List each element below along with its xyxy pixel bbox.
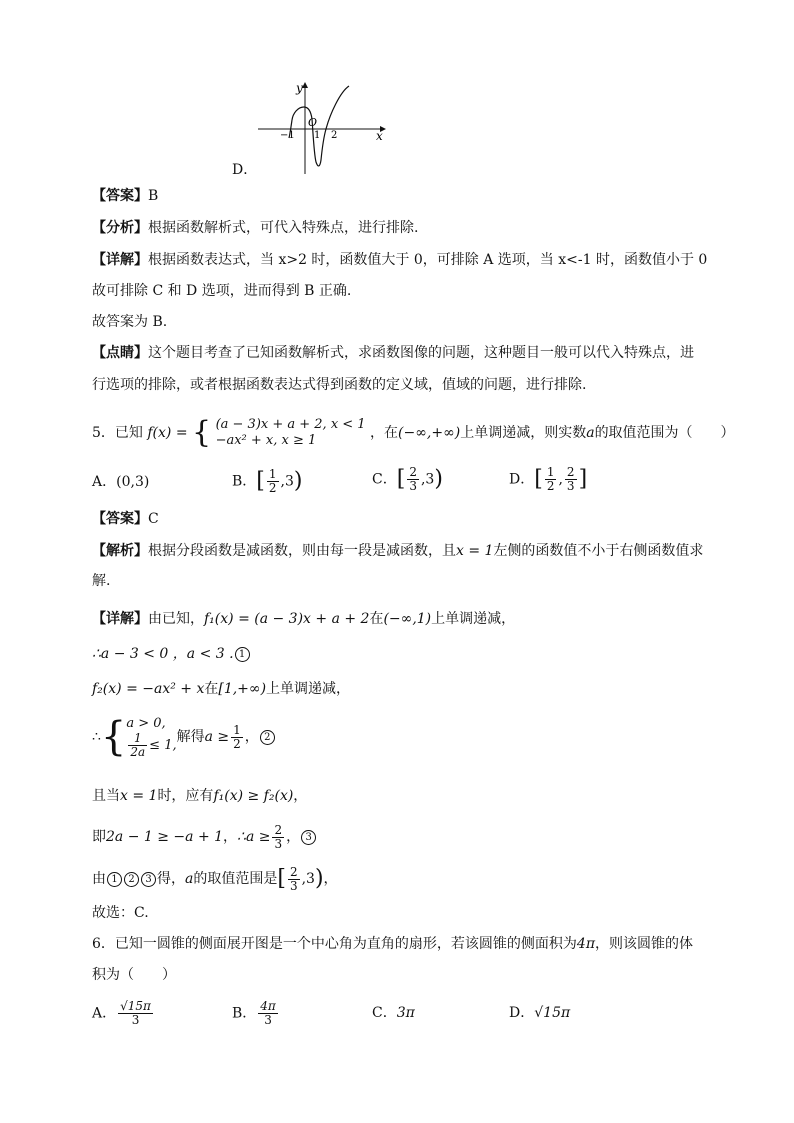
q4-detail-line-1 [92, 250, 707, 270]
q5-opt-a-label: A． [92, 474, 117, 490]
q5-d6-b: 2a − 1 ≥ −a + 1 [106, 829, 224, 845]
circled-3-icon-b: 3 [141, 872, 156, 887]
q5-d3-c: [1,+∞) [218, 681, 267, 697]
brace-icon-2: { [100, 714, 127, 760]
q6-stem-1 [92, 934, 693, 954]
therefore-icon: ∴ [92, 729, 101, 745]
comment-tag: 【点睛】 [92, 345, 148, 361]
q5-jiexi-line-2: 解. [92, 573, 111, 589]
q5-detail-3 [92, 679, 350, 699]
q5-d7-b: 得， [157, 871, 185, 887]
q5-jiexi-1c: 左侧的函数值不小于右侧函数值求 [493, 543, 704, 559]
q5-detail-4 [92, 712, 276, 762]
q6-option-c [372, 1003, 415, 1023]
q5-d4-e: ， [244, 729, 259, 745]
q5-d3-a: f₂(x) = −ax² + x [92, 681, 205, 697]
q5-option-d: D．[ $\frac{1}{2}$ , $\frac{2}{3}$ ] [509, 465, 588, 493]
q5-d7-e: ， [323, 871, 338, 887]
q5-option-b: B．[ $\frac{1}{2}$ ,3) [232, 467, 303, 495]
q4-conclusion: 故答案为 B. [92, 314, 168, 330]
q5-d7-c: a [185, 871, 194, 887]
q5-number: 5．已知 [92, 425, 143, 441]
q5-answer: C [148, 511, 159, 527]
q6-opt-d-label: D． [509, 1005, 535, 1021]
q6-opt-a-num: √15π [120, 999, 151, 1013]
q5-d5-b: x = 1 [120, 788, 158, 804]
q5-opt-b-label: B． [232, 473, 257, 490]
q5-var-a: a [586, 425, 595, 441]
q5-piece-1: (a − 3)x + a + 2, x < 1 [215, 417, 366, 432]
q5-d4-c: a ≥ [204, 729, 230, 745]
q5-d5-c: 时，应有 [157, 788, 214, 804]
q5-d4-b: 解得 [176, 729, 205, 745]
q5-detail-1 [92, 609, 515, 629]
q4-answer-line [92, 186, 158, 206]
two-thirds-den: 3 [274, 836, 283, 851]
q6-stem-1c: ，则该圆锥的体 [595, 936, 694, 952]
q6-opt-a-label: A． [92, 1005, 117, 1022]
q5-d7-a: 由 [92, 871, 106, 887]
q5-stem-b: 上单调递减，则实数 [460, 425, 587, 441]
q6-opt-b-label: B． [232, 1005, 257, 1022]
q4-analysis-line [92, 218, 418, 238]
q5-detail-5 [92, 786, 307, 806]
q5-detail-7: 由 1 2 3 得，a的取值范围是[ $\frac{2}{3}$ ,3)， [92, 864, 338, 893]
q5-opt-c-label: C． [372, 471, 397, 488]
tick-label-2: 2 [331, 130, 338, 141]
q5-detail-2 [92, 644, 251, 664]
tick-label-1: 1 [314, 130, 321, 141]
q5-conclusion: 故选：C. [92, 905, 149, 921]
q5-opt-a-value: (0,3) [116, 474, 150, 490]
q5-pieces [216, 417, 366, 449]
q5-jiexi-1a: 根据分段函数是减函数，则由每一段是减函数，且 [148, 543, 456, 559]
q5-d4-frac-num: 1 [128, 732, 147, 746]
q5-d5-d: f₁(x) ≥ f₂(x) [213, 788, 294, 804]
q5-d2: ∴a − 3 < 0 ， [92, 646, 187, 662]
q5-d6-e: ， [286, 829, 301, 845]
q4-analysis: 根据函数解析式，可代入特殊点，进行排除. [148, 220, 419, 236]
brace-icon: { [192, 415, 212, 450]
q5-d3-b: 在 [204, 681, 219, 697]
q5-d5-e: ， [293, 788, 308, 804]
q5-stem-a: ，在 [370, 425, 399, 441]
q4-answer: B [148, 188, 159, 204]
origin-label: O [308, 116, 318, 129]
q5-stem-c: 的取值范围为（ ） [594, 425, 735, 441]
circled-1-icon: 1 [235, 647, 250, 662]
q5-func: f(x) = [147, 425, 188, 441]
q5-d5-a: 且当 [92, 788, 120, 804]
q5-d3-d: 上单调递减， [266, 681, 351, 697]
curve-left [292, 86, 349, 166]
q6-opt-a-den: 3 [131, 1013, 140, 1027]
q5-d4-le: ≤ 1, [149, 737, 177, 753]
q4-detail-line-2: 故可排除 C 和 D 选项，进而得到 B 正确. [92, 283, 352, 299]
q5-detail-6 [92, 820, 317, 854]
circled-2-icon-b: 2 [124, 872, 139, 887]
q5-d1-a: 由已知， [148, 611, 204, 627]
q6-opt-c-label: C． [372, 1005, 397, 1021]
circled-3-icon: 3 [301, 830, 316, 845]
q5-opt-d-label: D． [509, 471, 535, 488]
q4-comment-1: 这个题目考查了已知函数解析式，求函数图像的问题，这种题目一般可以代入特殊点，进 [148, 345, 694, 361]
q6-stem-2: 积为（ ） [92, 967, 176, 983]
q5-d1-c: 在 [369, 611, 384, 627]
q5-d1-d: (−∞,1) [383, 611, 432, 627]
q5-d4-frac-den: 2a [130, 744, 146, 759]
q6-option-d [509, 1003, 570, 1023]
q5-d6-d: ∴a ≥ [237, 829, 271, 845]
q5-d7-d: 的取值范围是 [193, 871, 278, 887]
q4-detail-1: 根据函数表达式，当 x>2 时，函数值大于 0，可排除 A 选项，当 x<-1 时，函数值小于 0 [148, 252, 708, 268]
q6-option-b [232, 1000, 280, 1027]
circled-2-icon: 2 [260, 730, 275, 745]
detail-tag-5: 【详解】 [92, 611, 148, 627]
q4-comment-line-2: 行选项的排除，或者根据函数表达式得到函数的定义域，值域的问题，进行排除. [92, 377, 587, 393]
q5-piece-2: −ax² + x, x ≥ 1 [215, 433, 317, 448]
tick-label-neg1: −1 [280, 130, 295, 141]
q5-d4-line1: a > 0, [126, 715, 166, 731]
y-axis-arrow-icon [302, 82, 308, 88]
q5-option-c: C．[ $\frac{2}{3}$ ,3) [372, 465, 443, 493]
jiexi-tag: 【解析】 [92, 543, 148, 559]
q6-opt-b-num: 4π [260, 999, 276, 1013]
q5-interval: (−∞,+∞) [398, 425, 461, 441]
q5-d6-c: ， [223, 829, 238, 845]
answer-tag-5: 【答案】 [92, 511, 148, 527]
analysis-tag: 【分析】 [92, 220, 148, 236]
q6-stem-1a: 6．已知一圆锥的侧面展开图是一个中心角为直角的扇形，若该圆锥的侧面积为 [92, 936, 577, 952]
two-thirds-num: 2 [274, 822, 283, 837]
q4-comment-line-1 [92, 343, 694, 363]
q5-d2-b: a < 3 . [186, 646, 234, 662]
circled-1-icon-b: 1 [107, 872, 122, 887]
q6-opt-c-value: 3π [396, 1005, 415, 1021]
answer-tag: 【答案】 [92, 188, 148, 204]
q5-jiexi-line-1 [92, 541, 703, 561]
q5-stem [92, 416, 735, 450]
q5-d6-a: 即 [92, 829, 106, 845]
q6-opt-b-den: 3 [264, 1013, 272, 1027]
q6-stem-1b: 4π [576, 936, 596, 952]
q5-jiexi-1b: x = 1 [456, 543, 494, 559]
function-graph-d [252, 74, 392, 178]
q5-answer-line [92, 509, 159, 529]
x-axis-label: x [376, 129, 383, 143]
detail-tag: 【详解】 [92, 252, 148, 268]
half-den: 2 [233, 736, 241, 751]
q5-d1-b: f₁(x) = (a − 3)x + a + 2 [204, 611, 370, 627]
q6-option-a [92, 1000, 155, 1027]
q5-option-a [92, 472, 149, 492]
q6-opt-d-value: √15π [534, 1005, 571, 1021]
q5-d1-e: 上单调递减， [431, 611, 516, 627]
y-axis-label: y [296, 81, 303, 95]
option-d-label: D． [232, 162, 258, 178]
half-num: 1 [233, 722, 241, 737]
q5-d4-system [126, 716, 176, 759]
